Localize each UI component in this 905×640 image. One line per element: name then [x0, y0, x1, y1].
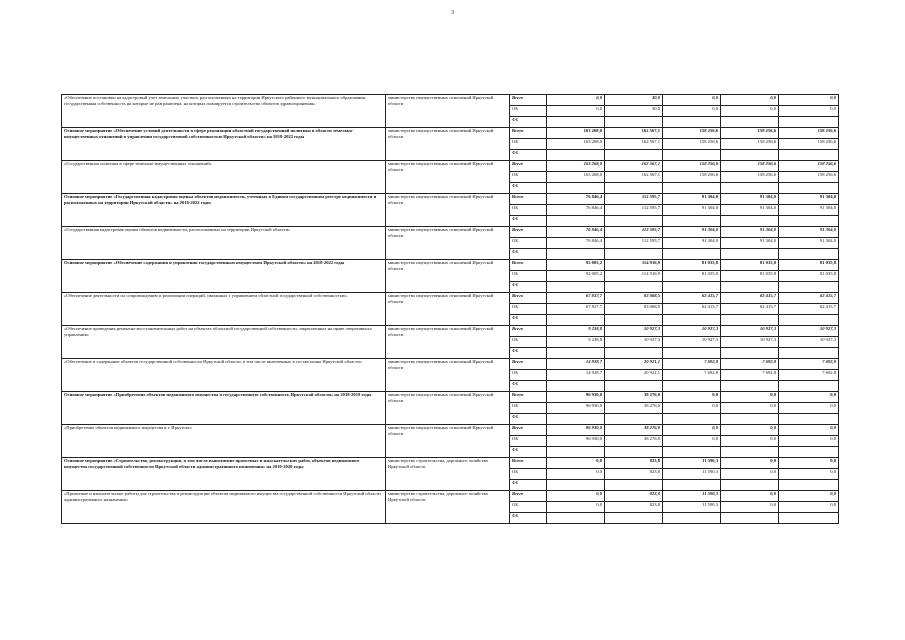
amount-cell: 11 590,3: [663, 469, 721, 480]
amount-cell: 158 256,6: [721, 128, 779, 139]
funding-source: ОБ: [510, 436, 547, 447]
amount-cell: 823,8: [605, 502, 663, 513]
measure-description: «Приобретение объектов недвижимого имущества в г. Иркутске»: [62, 425, 386, 458]
amount-cell: 11 590,3: [663, 491, 721, 502]
amount-cell: [779, 480, 839, 491]
amount-cell: 10 927,3: [605, 337, 663, 348]
responsible-executor: министерство имущественных отношений Иркутской области: [386, 227, 510, 260]
funding-source: Всего: [510, 128, 547, 139]
amount-cell: 158 256,6: [663, 128, 721, 139]
amount-cell: 91 304,0: [663, 205, 721, 216]
amount-cell: 162 567,1: [605, 139, 663, 150]
amount-cell: 112 595,7: [605, 227, 663, 238]
amount-cell: 0,0: [721, 469, 779, 480]
amount-cell: [721, 447, 779, 458]
amount-cell: [721, 117, 779, 128]
amount-cell: 10 927,3: [663, 337, 721, 348]
amount-cell: 0,0: [779, 95, 839, 106]
funding-source: ОБ: [510, 271, 547, 282]
amount-cell: 7 692,8: [779, 370, 839, 381]
amount-cell: [547, 282, 605, 293]
table-row: [62, 293, 839, 304]
measure-description: «Обеспечение проведения ремонтно-восстановительных работ на объектах областной государственной собственности, закрепленных на праве оперативного управления»: [62, 326, 386, 359]
amount-cell: 62 415,7: [663, 293, 721, 304]
amount-cell: [605, 150, 663, 161]
amount-cell: 163 268,0: [547, 128, 605, 139]
funding-source: ФБ: [510, 348, 547, 359]
amount-cell: 163 268,0: [547, 172, 605, 183]
table-body: [62, 95, 839, 524]
measure-description: «Государственная политика в сфере земельно-имущественных отношений»: [62, 161, 386, 194]
amount-cell: [663, 348, 721, 359]
amount-cell: 9 238,8: [547, 337, 605, 348]
amount-cell: [547, 183, 605, 194]
amount-cell: 158 256,6: [779, 128, 839, 139]
amount-cell: 76 846,4: [547, 194, 605, 205]
amount-cell: 823,8: [605, 458, 663, 469]
amount-cell: [779, 282, 839, 293]
amount-cell: [663, 480, 721, 491]
amount-cell: 10 927,3: [721, 326, 779, 337]
amount-cell: [663, 414, 721, 425]
amount-cell: 38 276,0: [605, 403, 663, 414]
amount-cell: [721, 183, 779, 194]
amount-cell: [605, 183, 663, 194]
funding-source: ФБ: [510, 150, 547, 161]
table-row: [62, 161, 839, 172]
responsible-executor: министерство имущественных отношений Иркутской области: [386, 326, 510, 359]
amount-cell: 91 304,0: [779, 227, 839, 238]
amount-cell: 158 256,6: [779, 172, 839, 183]
amount-cell: [779, 447, 839, 458]
amount-cell: 67 837,7: [547, 293, 605, 304]
amount-cell: 83 068,5: [605, 293, 663, 304]
funding-source: Всего: [510, 392, 547, 403]
amount-cell: 91 304,0: [779, 238, 839, 249]
amount-cell: 823,8: [605, 469, 663, 480]
measure-description: Основное мероприятие «Приобретение объектов недвижимого имущества в государственную собственность Иркутской области» на 2018-2019 годы: [62, 392, 386, 425]
amount-cell: 0,0: [721, 425, 779, 436]
amount-cell: 0,0: [547, 502, 605, 513]
funding-source: Всего: [510, 194, 547, 205]
amount-cell: [547, 480, 605, 491]
amount-cell: 0,0: [721, 502, 779, 513]
amount-cell: [547, 216, 605, 227]
amount-cell: 0,0: [663, 392, 721, 403]
amount-cell: 162 567,1: [605, 172, 663, 183]
amount-cell: 96 930,0: [547, 392, 605, 403]
amount-cell: [779, 315, 839, 326]
amount-cell: [663, 183, 721, 194]
amount-cell: [605, 117, 663, 128]
measure-description: «Обеспечение и содержание объектов государственной собственности Иркутской области, в том числе включенных в состав казны Иркутской области»: [62, 359, 386, 392]
funding-source: Всего: [510, 95, 547, 106]
amount-cell: 0,0: [779, 403, 839, 414]
measure-description: «Обеспечение постановки на кадастровый учет земельных участков, расположенных на территории Иркутского районного муниципального образования, государственная собственность на которые не разграничена, на которых планируется строительство объектов здравоохранения»: [62, 95, 386, 128]
amount-cell: 0,0: [779, 106, 839, 117]
budget-table: [61, 94, 839, 524]
page-number: 3: [451, 10, 454, 16]
table-row: [62, 326, 839, 337]
amount-cell: [605, 282, 663, 293]
amount-cell: 91 304,0: [721, 205, 779, 216]
funding-source: ОБ: [510, 502, 547, 513]
amount-cell: 91 304,0: [779, 205, 839, 216]
amount-cell: 11 590,3: [663, 502, 721, 513]
amount-cell: [605, 249, 663, 260]
amount-cell: [663, 282, 721, 293]
amount-cell: 92 005,2: [547, 260, 605, 271]
amount-cell: 91 304,0: [779, 194, 839, 205]
funding-source: ОБ: [510, 304, 547, 315]
amount-cell: 67 837,7: [547, 304, 605, 315]
funding-source: ФБ: [510, 480, 547, 491]
amount-cell: 158 256,6: [663, 161, 721, 172]
amount-cell: [779, 414, 839, 425]
table-row: [62, 425, 839, 436]
measure-description: Основное мероприятие «Государственная кадастровая оценка объектов недвижимости, учтенных в Едином государственном реестре недвижимости и расположенных на территории Иркутской области» на 2018-2022 годы: [62, 194, 386, 227]
funding-source: ФБ: [510, 447, 547, 458]
amount-cell: 112 595,7: [605, 205, 663, 216]
amount-cell: [547, 117, 605, 128]
amount-cell: 11 590,3: [663, 458, 721, 469]
measure-description: Основное мероприятие «Обеспечение содержания и управления государственным имуществом Иркутской области» на 2018-2022 годы: [62, 260, 386, 293]
amount-cell: [721, 348, 779, 359]
amount-cell: 0,0: [547, 458, 605, 469]
amount-cell: 38 276,0: [605, 436, 663, 447]
amount-cell: [779, 348, 839, 359]
amount-cell: [663, 447, 721, 458]
amount-cell: [547, 315, 605, 326]
amount-cell: [663, 249, 721, 260]
amount-cell: [663, 150, 721, 161]
amount-cell: 20 921,1: [605, 359, 663, 370]
amount-cell: [779, 249, 839, 260]
funding-source: ОБ: [510, 337, 547, 348]
amount-cell: 76 846,4: [547, 205, 605, 216]
amount-cell: 0,0: [721, 403, 779, 414]
measure-description: Основное мероприятие «Обеспечение условий деятельности в сфере реализации областной государственной политики в области земельно-имущественных отношений в управлении государственной собственностью Иркутской области» на 2018-2022 годы: [62, 128, 386, 161]
amount-cell: [663, 315, 721, 326]
amount-cell: 91 304,0: [663, 227, 721, 238]
responsible-executor: министерство имущественных отношений Иркутской области: [386, 260, 510, 293]
amount-cell: [547, 414, 605, 425]
amount-cell: 96 930,0: [547, 403, 605, 414]
amount-cell: [721, 480, 779, 491]
amount-cell: 81 035,8: [721, 271, 779, 282]
amount-cell: 62 415,7: [779, 293, 839, 304]
amount-cell: 7 692,8: [663, 370, 721, 381]
amount-cell: 112 595,7: [605, 238, 663, 249]
amount-cell: [605, 513, 663, 524]
amount-cell: 0,0: [721, 95, 779, 106]
funding-source: ФБ: [510, 249, 547, 260]
amount-cell: 7 692,8: [721, 359, 779, 370]
amount-cell: [721, 216, 779, 227]
amount-cell: 91 304,0: [663, 238, 721, 249]
measure-description: «Государственная кадастровая оценка объектов недвижимости, расположенных на территории Иркутской области»: [62, 227, 386, 260]
amount-cell: [605, 414, 663, 425]
amount-cell: 0,0: [721, 491, 779, 502]
amount-cell: [547, 348, 605, 359]
funding-source: ФБ: [510, 381, 547, 392]
amount-cell: [605, 381, 663, 392]
amount-cell: 0,0: [779, 491, 839, 502]
amount-cell: 81 035,8: [663, 271, 721, 282]
amount-cell: 0,0: [779, 502, 839, 513]
amount-cell: [721, 414, 779, 425]
responsible-executor: министерство имущественных отношений Иркутской области: [386, 392, 510, 425]
amount-cell: 91 304,0: [721, 227, 779, 238]
amount-cell: [779, 381, 839, 392]
measure-description: «Проектные и изыскательские работы для строительства и реконструкции объектов недвижимого имущества государственной собственности Иркутской области административного назначения»: [62, 491, 386, 524]
responsible-executor: министерство имущественных отношений Иркутской области: [386, 359, 510, 392]
funding-source: ОБ: [510, 469, 547, 480]
amount-cell: 0,0: [779, 392, 839, 403]
amount-cell: 162 567,1: [605, 161, 663, 172]
amount-cell: 91 304,0: [663, 194, 721, 205]
amount-cell: 0,0: [663, 403, 721, 414]
funding-source: ФБ: [510, 513, 547, 524]
amount-cell: 163 268,0: [547, 139, 605, 150]
measure-description: Основное мероприятие «Строительство, реконструкция, в том числе выполнение проектных и изыскательских работ, объектов недвижимого имущества государственной собственности Иркутской области административного назначения» на 2019-2020 годы: [62, 458, 386, 491]
amount-cell: 0,0: [547, 469, 605, 480]
amount-cell: [547, 513, 605, 524]
amount-cell: [721, 315, 779, 326]
amount-cell: 0,0: [663, 436, 721, 447]
amount-cell: 112 595,7: [605, 194, 663, 205]
table-row: [62, 95, 839, 106]
responsible-executor: министерство имущественных отношений Иркутской области: [386, 425, 510, 458]
amount-cell: [779, 117, 839, 128]
amount-cell: 9 238,8: [547, 326, 605, 337]
funding-source: ФБ: [510, 414, 547, 425]
funding-source: Всего: [510, 161, 547, 172]
amount-cell: 83 068,5: [605, 304, 663, 315]
funding-source: ФБ: [510, 183, 547, 194]
amount-cell: [779, 183, 839, 194]
responsible-executor: министерство имущественных отношений Иркутской области: [386, 95, 510, 128]
amount-cell: 7 692,8: [779, 359, 839, 370]
amount-cell: 38 276,0: [605, 392, 663, 403]
amount-cell: 0,0: [547, 95, 605, 106]
amount-cell: 91 304,0: [721, 194, 779, 205]
amount-cell: 162 567,1: [605, 128, 663, 139]
amount-cell: [547, 381, 605, 392]
funding-source: ФБ: [510, 315, 547, 326]
funding-source: Всего: [510, 491, 547, 502]
amount-cell: [779, 513, 839, 524]
amount-cell: [605, 315, 663, 326]
funding-source: ОБ: [510, 172, 547, 183]
funding-source: ФБ: [510, 282, 547, 293]
funding-source: Всего: [510, 293, 547, 304]
funding-source: ФБ: [510, 216, 547, 227]
amount-cell: [605, 447, 663, 458]
responsible-executor: министерство имущественных отношений Иркутской области: [386, 128, 510, 161]
amount-cell: 38 276,0: [605, 425, 663, 436]
amount-cell: [721, 513, 779, 524]
amount-cell: 158 256,6: [721, 172, 779, 183]
amount-cell: 114 916,9: [605, 260, 663, 271]
amount-cell: 158 256,6: [721, 139, 779, 150]
amount-cell: 0,0: [663, 106, 721, 117]
funding-source: Всего: [510, 227, 547, 238]
amount-cell: 0,0: [779, 458, 839, 469]
amount-cell: [779, 216, 839, 227]
amount-cell: 0,0: [663, 95, 721, 106]
amount-cell: 14 928,7: [547, 359, 605, 370]
amount-cell: 62 415,7: [721, 304, 779, 315]
amount-cell: [547, 249, 605, 260]
amount-cell: [547, 150, 605, 161]
amount-cell: [721, 249, 779, 260]
funding-source: ОБ: [510, 370, 547, 381]
responsible-executor: министерство имущественных отношений Иркутской области: [386, 194, 510, 227]
amount-cell: [605, 480, 663, 491]
funding-source: ОБ: [510, 106, 547, 117]
amount-cell: 92 005,2: [547, 271, 605, 282]
amount-cell: [605, 348, 663, 359]
amount-cell: 81 035,8: [779, 260, 839, 271]
amount-cell: 62 415,7: [663, 304, 721, 315]
amount-cell: 30,0: [605, 95, 663, 106]
table-row: [62, 458, 839, 469]
amount-cell: 158 256,6: [721, 161, 779, 172]
amount-cell: 96 930,0: [547, 436, 605, 447]
amount-cell: 10 927,3: [663, 326, 721, 337]
amount-cell: 10 927,3: [779, 326, 839, 337]
amount-cell: 163 268,0: [547, 161, 605, 172]
funding-source: Всего: [510, 260, 547, 271]
amount-cell: 10 927,3: [605, 326, 663, 337]
amount-cell: 0,0: [779, 436, 839, 447]
table-row: [62, 491, 839, 502]
amount-cell: 76 846,4: [547, 238, 605, 249]
amount-cell: 7 692,8: [663, 359, 721, 370]
amount-cell: 14 928,7: [547, 370, 605, 381]
amount-cell: 158 256,6: [779, 139, 839, 150]
table-row: [62, 194, 839, 205]
amount-cell: 0,0: [779, 425, 839, 436]
amount-cell: [663, 513, 721, 524]
amount-cell: [721, 282, 779, 293]
amount-cell: 96 930,0: [547, 425, 605, 436]
amount-cell: 0,0: [547, 491, 605, 502]
amount-cell: 62 415,7: [721, 293, 779, 304]
amount-cell: 0,0: [721, 436, 779, 447]
amount-cell: 81 035,8: [779, 271, 839, 282]
table-row: [62, 392, 839, 403]
funding-source: ОБ: [510, 403, 547, 414]
measure-description: «Обеспечение деятельности по сопровождению и реализации операций, связанных с управлением областной государственной собственностью»: [62, 293, 386, 326]
amount-cell: 62 415,7: [779, 304, 839, 315]
amount-cell: 76 846,4: [547, 227, 605, 238]
amount-cell: 91 304,0: [721, 238, 779, 249]
amount-cell: 81 035,8: [663, 260, 721, 271]
amount-cell: 823,8: [605, 491, 663, 502]
responsible-executor: министерство строительства, дорожного хозяйства Иркутской области: [386, 458, 510, 491]
funding-source: Всего: [510, 458, 547, 469]
amount-cell: 30,0: [605, 106, 663, 117]
amount-cell: 158 256,6: [779, 161, 839, 172]
funding-source: ОБ: [510, 205, 547, 216]
table-row: [62, 128, 839, 139]
amount-cell: 0,0: [663, 425, 721, 436]
amount-cell: [721, 381, 779, 392]
amount-cell: 20 921,1: [605, 370, 663, 381]
responsible-executor: министерство строительства, дорожного хозяйства Иркутской области: [386, 491, 510, 524]
table-row: [62, 260, 839, 271]
funding-source: Всего: [510, 326, 547, 337]
amount-cell: 10 927,3: [779, 337, 839, 348]
responsible-executor: министерство имущественных отношений Иркутской области: [386, 161, 510, 194]
amount-cell: [605, 216, 663, 227]
funding-source: ФБ: [510, 117, 547, 128]
amount-cell: [721, 150, 779, 161]
responsible-executor: министерство имущественных отношений Иркутской области: [386, 293, 510, 326]
amount-cell: [547, 447, 605, 458]
amount-cell: [663, 381, 721, 392]
amount-cell: 0,0: [721, 106, 779, 117]
table-row: [62, 227, 839, 238]
amount-cell: 158 256,6: [663, 172, 721, 183]
amount-cell: 0,0: [779, 469, 839, 480]
amount-cell: 10 927,3: [721, 337, 779, 348]
funding-source: Всего: [510, 425, 547, 436]
table-row: [62, 359, 839, 370]
amount-cell: 0,0: [547, 106, 605, 117]
amount-cell: 0,0: [721, 458, 779, 469]
funding-source: ОБ: [510, 238, 547, 249]
amount-cell: 0,0: [721, 392, 779, 403]
amount-cell: [663, 117, 721, 128]
amount-cell: [779, 150, 839, 161]
funding-source: Всего: [510, 359, 547, 370]
amount-cell: 81 035,8: [721, 260, 779, 271]
amount-cell: [663, 216, 721, 227]
funding-source: ОБ: [510, 139, 547, 150]
amount-cell: 158 256,6: [663, 139, 721, 150]
amount-cell: 114 916,9: [605, 271, 663, 282]
amount-cell: 7 692,8: [721, 370, 779, 381]
